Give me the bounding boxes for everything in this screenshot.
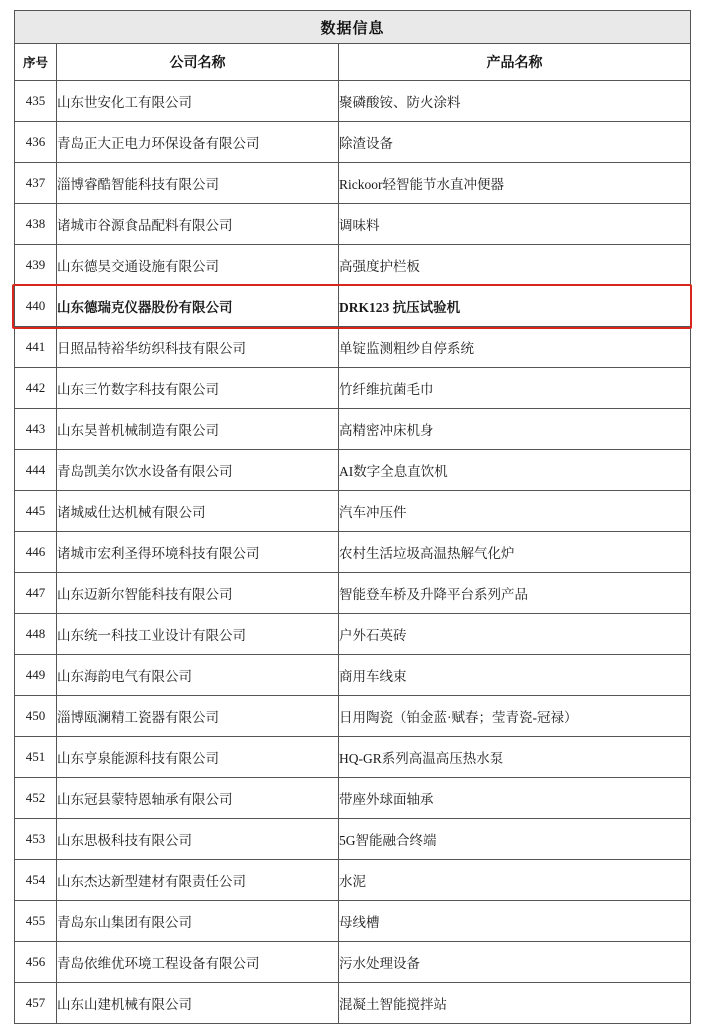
row-company-cell: 青岛凯美尔饮水设备有限公司 [57, 450, 339, 491]
row-company-cell: 山东海韵电气有限公司 [57, 655, 339, 696]
table-row[interactable] [15, 409, 691, 450]
row-index-cell: 447 [15, 573, 57, 614]
row-index-cell: 446 [15, 532, 57, 573]
row-index-cell: 449 [15, 655, 57, 696]
row-index-cell: 450 [15, 696, 57, 737]
row-product-cell: 母线槽 [339, 901, 691, 942]
row-company-cell: 山东迈新尔智能科技有限公司 [57, 573, 339, 614]
row-company-cell: 山东三竹数字科技有限公司 [57, 368, 339, 409]
row-product-cell: HQ-GR系列高温高压热水泵 [339, 737, 691, 778]
row-index-cell: 438 [15, 204, 57, 245]
row-product-cell: 聚磷酸铵、防火涂料 [339, 81, 691, 122]
row-index-cell: 457 [15, 983, 57, 1024]
row-company-cell: 青岛依维优环境工程设备有限公司 [57, 942, 339, 983]
row-index-cell: 444 [15, 450, 57, 491]
row-product-cell: 除渣设备 [339, 122, 691, 163]
row-index-cell: 453 [15, 819, 57, 860]
row-company-cell: 山东昊普机械制造有限公司 [57, 409, 339, 450]
row-product-cell: 高精密冲床机身 [339, 409, 691, 450]
row-company-cell: 山东思极科技有限公司 [57, 819, 339, 860]
table-row[interactable] [15, 532, 691, 573]
table-header-row [15, 44, 691, 81]
table-row[interactable] [15, 81, 691, 122]
row-index-cell: 441 [15, 327, 57, 368]
table-row[interactable] [15, 245, 691, 286]
table-row[interactable] [15, 942, 691, 983]
row-product-cell: 商用车线束 [339, 655, 691, 696]
row-product-cell: 5G智能融合终端 [339, 819, 691, 860]
table-row[interactable] [15, 122, 691, 163]
row-company-cell: 诸城威仕达机械有限公司 [57, 491, 339, 532]
table-row[interactable] [15, 286, 691, 327]
row-index-cell: 456 [15, 942, 57, 983]
row-company-cell: 淄博睿酷智能科技有限公司 [57, 163, 339, 204]
row-index-cell: 455 [15, 901, 57, 942]
row-product-cell: Rickoor轻智能节水直冲便器 [339, 163, 691, 204]
table-row[interactable] [15, 737, 691, 778]
row-index-cell: 437 [15, 163, 57, 204]
row-company-cell: 山东世安化工有限公司 [57, 81, 339, 122]
row-product-cell: 调味料 [339, 204, 691, 245]
row-index-cell: 454 [15, 860, 57, 901]
row-product-cell: AI数字全息直饮机 [339, 450, 691, 491]
row-product-cell: 高强度护栏板 [339, 245, 691, 286]
data-table [14, 10, 691, 1024]
row-index-cell: 439 [15, 245, 57, 286]
table-title-row [15, 11, 691, 44]
row-product-cell: 混凝土智能搅拌站 [339, 983, 691, 1024]
column-header-company: 公司名称 [57, 44, 339, 81]
table-row[interactable] [15, 819, 691, 860]
row-company-cell: 山东德昊交通设施有限公司 [57, 245, 339, 286]
table-row[interactable] [15, 491, 691, 532]
row-product-cell: DRK123 抗压试验机 [339, 286, 691, 327]
table-row[interactable] [15, 573, 691, 614]
table-row[interactable] [15, 860, 691, 901]
row-company-cell: 日照品特裕华纺织科技有限公司 [57, 327, 339, 368]
row-index-cell: 452 [15, 778, 57, 819]
row-product-cell: 单锭监测粗纱自停系统 [339, 327, 691, 368]
row-product-cell: 户外石英砖 [339, 614, 691, 655]
row-product-cell: 竹纤维抗菌毛巾 [339, 368, 691, 409]
row-index-cell: 436 [15, 122, 57, 163]
table-row[interactable] [15, 327, 691, 368]
row-index-cell: 445 [15, 491, 57, 532]
table-row[interactable] [15, 368, 691, 409]
table-row[interactable] [15, 901, 691, 942]
row-company-cell: 青岛东山集团有限公司 [57, 901, 339, 942]
row-index-cell: 448 [15, 614, 57, 655]
row-index-cell: 440 [15, 286, 57, 327]
row-company-cell: 诸城市谷源食品配料有限公司 [57, 204, 339, 245]
row-product-cell: 汽车冲压件 [339, 491, 691, 532]
row-company-cell: 山东亨泉能源科技有限公司 [57, 737, 339, 778]
row-index-cell: 435 [15, 81, 57, 122]
row-company-cell: 山东冠县蒙特恩轴承有限公司 [57, 778, 339, 819]
row-company-cell: 山东杰达新型建材有限责任公司 [57, 860, 339, 901]
table-row[interactable] [15, 614, 691, 655]
row-product-cell: 日用陶瓷（铂金蓝·赋春；莹青瓷-冠禄） [339, 696, 691, 737]
row-product-cell: 智能登车桥及升降平台系列产品 [339, 573, 691, 614]
row-product-cell: 水泥 [339, 860, 691, 901]
row-index-cell: 451 [15, 737, 57, 778]
table-row[interactable] [15, 696, 691, 737]
table-row[interactable] [15, 655, 691, 696]
table-title: 数据信息 [15, 11, 691, 44]
table-row[interactable] [15, 778, 691, 819]
table-row[interactable] [15, 450, 691, 491]
row-index-cell: 443 [15, 409, 57, 450]
row-company-cell: 山东德瑞克仪器股份有限公司 [57, 286, 339, 327]
row-company-cell: 山东统一科技工业设计有限公司 [57, 614, 339, 655]
row-company-cell: 山东山建机械有限公司 [57, 983, 339, 1024]
table-row[interactable] [15, 163, 691, 204]
column-header-index: 序号 [15, 44, 57, 81]
row-product-cell: 农村生活垃圾高温热解气化炉 [339, 532, 691, 573]
row-index-cell: 442 [15, 368, 57, 409]
row-company-cell: 诸城市宏利圣得环境科技有限公司 [57, 532, 339, 573]
row-product-cell: 带座外球面轴承 [339, 778, 691, 819]
row-product-cell: 污水处理设备 [339, 942, 691, 983]
table-row[interactable] [15, 204, 691, 245]
column-header-product: 产品名称 [339, 44, 691, 81]
row-company-cell: 淄博瓯澜精工瓷器有限公司 [57, 696, 339, 737]
row-company-cell: 青岛正大正电力环保设备有限公司 [57, 122, 339, 163]
table-row[interactable] [15, 983, 691, 1024]
